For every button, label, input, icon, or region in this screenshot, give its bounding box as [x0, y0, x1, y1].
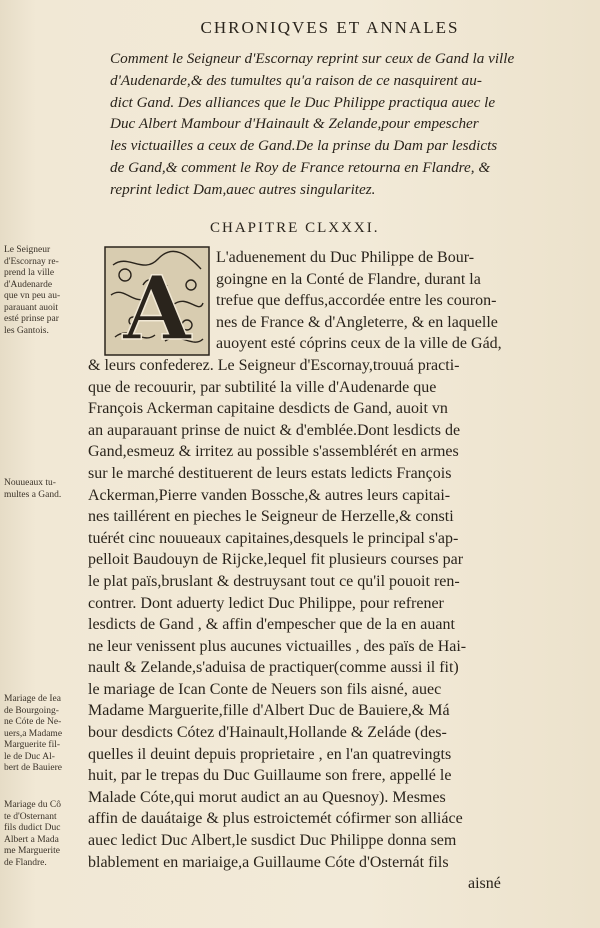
summary-line: Comment le Seigneur d'Escornay reprint sur ceux de Gand la ville [110, 50, 515, 67]
body-line: ne leur venissent plus aucunes victuailles , des païs de Hai- [88, 637, 467, 655]
body-line: affin de dauátaige & plus estroictemét cófirmer son alliáce [88, 810, 463, 828]
margin-note-line: fils dudict Duc [4, 823, 61, 833]
body-line: sur le marché destituerent de leurs estats ledicts François [88, 464, 452, 482]
body-line: nes taillérent en pieches le Seigneur de Herzelle,& consti [88, 508, 454, 526]
body-line: blablement en mariaige,a Guillaume Cóte d'Osternát fils [88, 853, 449, 871]
margin-note-line: esté prinse par [4, 314, 59, 324]
body-line: goingne en la Conté de Flandre, durant la [216, 270, 481, 288]
margin-note-line: Mariage de Iea [4, 694, 61, 704]
margin-note-line: Mariage du Cô [4, 800, 61, 810]
margin-note-line: parauant auoit [4, 302, 59, 313]
body-line: auoyent esté cóprins ceux de la ville de Gád, [216, 335, 502, 353]
body-line: Gand,esmeuz & irritez au possible s'assemblérét en armes [88, 443, 459, 461]
body-line: que de recouurir, par subtilité la ville d'Audenarde que [88, 378, 437, 396]
margin-note-line: bert de Bauiere [4, 763, 63, 773]
margin-note-line: ne Cóte de Ne- [4, 717, 62, 727]
summary-line: les victuailles a ceux de Gand.De la prinse du Dam par lesdicts [110, 137, 498, 155]
margin-note-escornay [4, 245, 90, 337]
body-line: contrer. Dont aduerty ledict Duc Philippe, pour refrener [88, 594, 444, 612]
chapter-summary [110, 48, 550, 201]
margin-note-line: Nouueaux tu- [4, 478, 56, 488]
body-line: Madame Marguerite,fille d'Albert Duc de Bauiere,& Má [88, 702, 450, 720]
body-line: Malade Cóte,qui morut audict an au Quesnoy). Mesmes [88, 788, 446, 806]
body-line: auec ledict Duc Albert,le susdict Duc Philippe donna sem [88, 832, 457, 850]
body-line: le mariage de Ican Conte de Neuers son fils aisné, auec [88, 680, 442, 698]
summary-line: de Gand,& comment le Roy de France retourna en Flandre, & [110, 158, 491, 176]
body-line: le plat païs,bruslant & destruysant tout ce qu'il pouoit ren- [88, 572, 460, 590]
body-line: pelloit Baudouyn de Rijcke,lequel fit plusieurs courses par [88, 551, 464, 569]
margin-note-line: uers,a Madame [4, 728, 63, 739]
margin-note-line: Le Seigneur [4, 245, 51, 255]
body-line: quelles il deuint depuis proprietaire , en l'an quatrevingts [88, 745, 452, 763]
body-line: lesdicts de Gand , & affin d'empescher que de la en auant [88, 616, 455, 634]
margin-note-line: les Gantois. [4, 325, 49, 336]
margin-note-line: de Bourgoing- [4, 705, 59, 716]
body-line: huit, par le trepas du Duc Guillaume son frere, appellé le [88, 767, 452, 785]
summary-line: reprint ledict Dam,auec autres singularitez. [110, 180, 376, 198]
summary-line: dict Gand. Des alliances que le Duc Philippe practiqua auec le [110, 93, 496, 111]
body-line: & leurs confederez. Le Seigneur d'Escornay,trouuá practi- [88, 356, 460, 374]
body-line: L'aduenement du Duc Philippe de Bour- [216, 249, 475, 266]
summary-line: Duc Albert Mambour d'Hainault & Zelande,pour empescher [110, 115, 479, 133]
margin-note-line: Marguerite fil- [4, 740, 61, 750]
margin-note-line: de Flandre. [4, 857, 47, 868]
margin-note-mariage-osternant [4, 800, 90, 869]
body-line: Ackerman,Pierre vanden Bossche,& autres leurs capitai- [88, 486, 451, 504]
body-line: trefue que deffus,accordée entre les couron- [216, 292, 497, 310]
margin-note-line: Albert a Mada [4, 834, 59, 845]
svg-text:A: A [122, 256, 192, 357]
body-line: nes de France & d'Angleterre, & en laquelle [216, 313, 498, 331]
running-head: CHRONIQVES ET ANNALES [200, 18, 460, 37]
margin-note-line: d'Escornay re- [4, 256, 59, 267]
summary-line: d'Audenarde,& des tumultes qu'a raison de ce nasquirent au- [110, 71, 482, 89]
margin-note-mariage-nevers [4, 694, 90, 775]
margin-note-line: que vn peu au- [4, 291, 61, 301]
margin-note-line: te d'Osternant [4, 811, 57, 822]
body-line: bour desdicts Cótez d'Hainault,Hollande & Zeláde (des- [88, 724, 447, 742]
margin-note-tumultes [4, 478, 90, 501]
body-line: François Ackerman capitaine desdicts de Gand, auoit vn [88, 400, 448, 418]
body-line: aisné [468, 875, 501, 893]
margin-note-line: le de Duc Al- [4, 751, 55, 762]
margin-note-line: prend la ville [4, 268, 55, 278]
body-text [88, 247, 548, 895]
body-line: nault & Zelande,s'aduisa de practiquer(comme aussi il fit) [88, 659, 459, 677]
body-line: tuérét cinc nouueaux capitaines,desquels le principal s'ap- [88, 529, 459, 547]
chapter-heading: CHAPITRE CLXXXI. [210, 220, 380, 236]
margin-note-line: multes a Gand. [4, 489, 62, 500]
margin-note-line: d'Audenarde [4, 279, 53, 290]
margin-note-line: me Marguerite [4, 846, 61, 856]
body-line: an auparauant prinse de nuict & d'emblée.Dont lesdicts de [88, 421, 461, 439]
